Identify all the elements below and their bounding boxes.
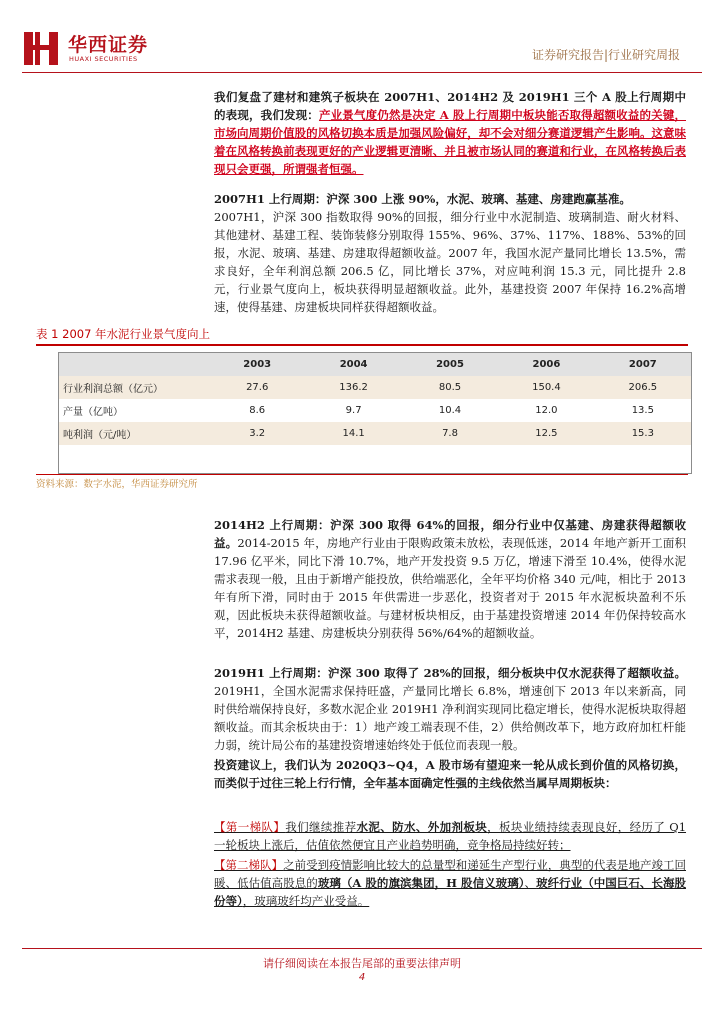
tier-one-pre: 我们继续推荐: [285, 820, 357, 834]
table-cell: 27.6: [246, 382, 269, 393]
table-row: [59, 376, 691, 399]
cycle-2007-paragraph: [214, 190, 686, 316]
table-cell: 15.3: [631, 428, 654, 439]
cycle-2007-lead: 2007H1 上行周期：沪深 300 上涨 90%，水泥、玻璃、基建、房建跑赢基准。: [214, 192, 631, 206]
table-caption: 表 1 2007 年水泥行业景气度向上: [36, 327, 211, 341]
cement-industry-table: [58, 352, 692, 474]
key-finding: 产业景气度仍然是决定 A 股上行周期中板块能否取得超额收益的关键，市场向周期价值股的风格切换本质是加强风险偏好，却不会对细分赛道逻辑产生影响。这意味着在风格转换前表现更好的产业逻辑更清晰、并且被市场认同的赛道和行业，在风格转换后表现只会更强，所谓强者恒强。: [214, 108, 686, 176]
table-cell: 206.5: [628, 382, 658, 393]
cycle-2019-body: 2019H1，全国水泥需求保持旺盛，产量同比增长 6.8%，增速创下 2013 年以来新高，同时供给端保持良好，多数水泥企业 2019H1 净利润实现同比稳定增长，使得水泥板块取得超额收益。而其余板块由于：1）地产竣工端表现不佳，2）供给侧改革下，地方政府加杠杆能力弱，统计局公布的基建投资增速始终处于低位而表现一般。: [214, 684, 686, 752]
row-label: 产量（亿吨）: [63, 407, 123, 418]
brand-name-en: HUAXI SECURITIES: [69, 55, 138, 63]
page-header: [22, 28, 702, 70]
table-top-rule: [36, 344, 688, 346]
cycle-2014-lead: 2014H2 上行周期：沪深 300 取得 64%的回报，细分行业中仅基建、房建获得超额收益。: [214, 518, 686, 550]
row-label: 行业利润总额（亿元）: [63, 384, 163, 395]
report-type: 证券研究报告|行业研究周报: [531, 48, 680, 62]
tier-two-mid: 、: [524, 876, 537, 890]
tier-one-post: ，板块业绩持续表现良好，经历了 Q1 一轮板块上涨后，估值依然便宜且产业趋势明确，竞争格局持续好转；: [214, 820, 687, 852]
tier-two-paragraph: [214, 856, 686, 910]
row-label: 吨利润（元/吨）: [63, 430, 137, 441]
intro-paragraph: [214, 88, 686, 178]
table-cell: 80.5: [438, 382, 462, 393]
cycle-2014-body: 2014-2015 年，房地产行业由于限购政策未放松，表现低迷，2014 年地产新开工面积 17.96 亿平米，同比下滑 10.7%，地产开发投资 9.5 万亿，增速下滑至 10.4%，使得水泥需求表现一般，且由于新增产能投放，供给端恶化，全年平均价格 340 元/吨，相比于 2013 年有所下滑，同时由于 2015 年供需进一步恶化，投资者对于 2015 年水泥板块盈利不乐观，因此板块未获得超额收益。与建材板块相反，由于基建投资增速 2014 年仍保持较高水平，2014H2 基建、房建板块分别获得 56%/64%的超额收益。: [214, 536, 687, 640]
intro-text: 我们复盘了建材和建筑子板块在 2007H1、2014H2 及 2019H1 三个 A 股上行周期中的表现，我们发现：: [214, 90, 686, 122]
tier-one-tag: 【第一梯队】: [214, 820, 286, 834]
tier-two-tag: 【第二梯队】: [214, 858, 284, 872]
table-row: [59, 399, 691, 422]
tier-two-glass: 玻璃（A 股的旗滨集团，H 股信义玻璃）: [317, 876, 525, 890]
table-header-cell: 2006: [532, 359, 561, 370]
table-header-cell: 2005: [436, 359, 464, 370]
cycle-2019-paragraph: [214, 664, 686, 754]
table-cell: 9.7: [345, 405, 362, 416]
cycle-2019-lead: 2019H1 上行周期：沪深 300 取得了 28%的回报，细分板块中仅水泥获得了超额收益。: [214, 666, 686, 680]
table-header-cell: 2003: [243, 359, 272, 370]
table-cell: 10.4: [438, 405, 462, 416]
table-header-cell: 2007: [628, 359, 657, 370]
cycle-2014-paragraph: [214, 516, 686, 642]
page-number: 4: [358, 972, 366, 983]
header-divider: [22, 72, 702, 73]
tier-one-paragraph: [214, 818, 686, 854]
table-cell: 12.0: [535, 405, 558, 416]
table-row: [59, 422, 691, 445]
brand-name: 华西证券: [68, 34, 149, 56]
tier-two-post: ，玻璃玻纤均产业受益。: [242, 894, 370, 908]
table-header-row: [59, 353, 691, 376]
table-cell: 13.5: [631, 405, 654, 416]
table-cell: 8.6: [249, 405, 266, 416]
footer-divider: [22, 948, 702, 949]
table-cell: 14.1: [342, 428, 365, 439]
investment-advice: 投资建议上，我们认为 2020Q3~Q4，A 股市场有望迎来一轮从成长到价值的风格切换，而类似于过往三轮上行行情，全年基本面确定性强的主线依然当属早周期板块：: [214, 758, 686, 790]
huaxi-logo-icon: [22, 28, 62, 68]
cycle-2007-body: 2007H1，沪深 300 指数取得 90%的回报，细分行业中水泥制造、玻璃制造、耐火材料、其他建材、基建工程、装饰装修分别取得 155%、96%、37%、117%、188%、53%的回报，水泥、玻璃、基建、房建取得超额收益。2007 年，我国水泥产量同比增长 13.5%，需求良好，全年利润总额 206.5 亿，同比增长 37%，对应吨利润 15.3 元，同比提升 2.8 元，行业景气度向上，板块获得明显超额收益。此外，基建投资 2007 年保持 16.2%高增速，使得基建、房建板块同样获得超额收益。: [214, 210, 686, 314]
table-cell: 3.2: [249, 428, 266, 439]
legal-disclaimer: 请仔细阅读在本报告尾部的重要法律声明: [263, 957, 461, 970]
table-bottom-rule: [36, 474, 688, 475]
table-source: 资料来源：数字水泥，华西证券研究所: [36, 479, 198, 490]
table-header-cell: 2004: [339, 359, 368, 370]
tier-two-pre: 之前受到疫情影响比较大的总量型和递延生产型行业，典型的代表是地产竣工回暖、低估值高股息的: [214, 858, 686, 890]
table-cell: 150.4: [532, 382, 561, 393]
tier-one-sectors: 水泥、防水、外加剂板块: [356, 820, 488, 834]
table-cell: 136.2: [339, 382, 368, 393]
table-cell: 12.5: [535, 428, 558, 439]
tier-two-fiberglass: 玻纤行业（中国巨石、长海股份等）: [214, 876, 687, 908]
table-cell: 7.8: [442, 428, 458, 439]
